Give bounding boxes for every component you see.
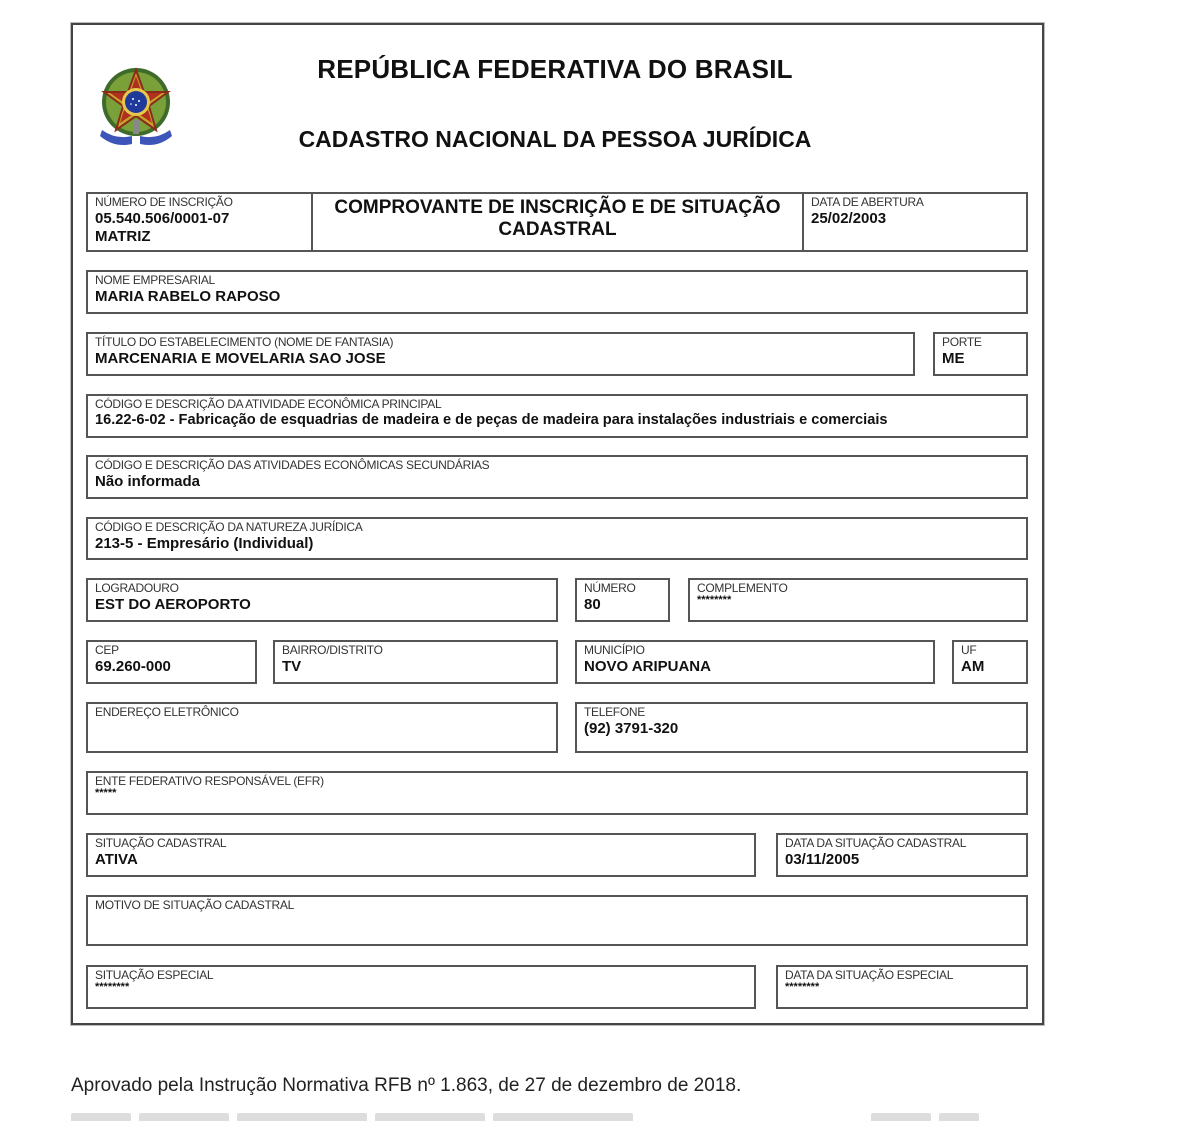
field-label: NÚMERO xyxy=(584,581,636,595)
field-value: ATIVA xyxy=(95,851,138,868)
field-value: 25/02/2003 xyxy=(811,210,887,227)
field-value-matriz: MATRIZ xyxy=(95,228,151,245)
field-efr xyxy=(86,771,1028,815)
cut-off-footer-line xyxy=(71,1113,1031,1121)
field-label: NÚMERO DE INSCRIÇÃO xyxy=(95,195,233,209)
field-value: AM xyxy=(961,658,985,675)
field-endereco-eletronico xyxy=(86,702,558,753)
approval-footnote: Aprovado pela Instrução Normativa RFB nº 1.863, de 27 de dezembro de 2018. xyxy=(71,1075,742,1096)
field-label: MOTIVO DE SITUAÇÃO CADASTRAL xyxy=(95,898,294,912)
field-cep xyxy=(86,640,257,684)
field-label: CEP xyxy=(95,643,119,657)
field-value: ******** xyxy=(785,981,820,993)
field-label: CÓDIGO E DESCRIÇÃO DAS ATIVIDADES ECONÔMICAS SECUNDÁRIAS xyxy=(95,458,490,472)
field-numero xyxy=(575,578,670,622)
field-value: ***** xyxy=(95,787,117,799)
field-value: TV xyxy=(282,658,302,675)
field-natureza-juridica xyxy=(86,517,1028,560)
field-value: ******** xyxy=(95,981,130,993)
field-label: MUNICÍPIO xyxy=(584,643,645,657)
field-value: EST DO AEROPORTO xyxy=(95,596,251,613)
field-label: PORTE xyxy=(942,335,982,349)
field-complemento xyxy=(688,578,1028,622)
field-label: TÍTULO DO ESTABELECIMENTO (NOME DE FANTASIA) xyxy=(95,335,394,349)
field-data-situacao-especial xyxy=(776,965,1028,1009)
field-label: LOGRADOURO xyxy=(95,581,179,595)
field-situacao-cadastral xyxy=(86,833,756,877)
brazil-coat-of-arms-icon xyxy=(96,64,176,150)
field-label: UF xyxy=(961,643,977,657)
field-value: MARCENARIA E MOVELARIA SAO JOSE xyxy=(95,350,386,367)
field-value: (92) 3791-320 xyxy=(584,720,679,737)
field-nome-empresarial xyxy=(86,270,1028,314)
field-value: ME xyxy=(942,350,965,367)
field-atividades-secundarias xyxy=(86,455,1028,499)
field-value: Não informada xyxy=(95,473,201,490)
field-value: NOVO ARIPUANA xyxy=(584,658,711,675)
republic-title: REPÚBLICA FEDERATIVA DO BRASIL xyxy=(317,54,793,84)
field-municipio xyxy=(575,640,935,684)
field-uf xyxy=(952,640,1028,684)
field-data-situacao-cadastral xyxy=(776,833,1028,877)
field-situacao-especial xyxy=(86,965,756,1009)
field-label: NOME EMPRESARIAL xyxy=(95,273,215,287)
field-value: 03/11/2005 xyxy=(785,851,860,868)
field-label: ENDEREÇO ELETRÔNICO xyxy=(95,705,239,719)
field-label: SITUAÇÃO ESPECIAL xyxy=(95,968,214,982)
field-value: 213-5 - Empresário (Individual) xyxy=(95,535,314,552)
field-telefone xyxy=(575,702,1028,753)
field-porte xyxy=(933,332,1028,376)
field-logradouro xyxy=(86,578,558,622)
document-title-line2: CADASTRAL xyxy=(498,219,617,240)
field-titulo-estabelecimento xyxy=(86,332,915,376)
field-label: CÓDIGO E DESCRIÇÃO DA ATIVIDADE ECONÔMICA PRINCIPAL xyxy=(95,397,442,411)
field-motivo-situacao xyxy=(86,895,1028,946)
document-title-box xyxy=(311,192,804,252)
field-bairro xyxy=(273,640,558,684)
field-label: DATA DE ABERTURA xyxy=(811,195,924,209)
field-value: 80 xyxy=(584,596,601,613)
field-value: MARIA RABELO RAPOSO xyxy=(95,288,281,305)
field-value: 69.260-000 xyxy=(95,658,171,675)
field-label: CÓDIGO E DESCRIÇÃO DA NATUREZA JURÍDICA xyxy=(95,520,363,534)
field-value: 05.540.506/0001-07 xyxy=(95,210,230,227)
field-label: DATA DA SITUAÇÃO CADASTRAL xyxy=(785,836,967,850)
field-value: 16.22-6-02 - Fabricação de esquadrias de madeira e de peças de madeira para instalações industriais e comerciais xyxy=(95,412,888,428)
cnpj-registry-title: CADASTRO NACIONAL DA PESSOA JURÍDICA xyxy=(298,126,812,152)
field-numero-inscricao xyxy=(86,192,313,252)
field-data-abertura xyxy=(802,192,1028,252)
field-label: BAIRRO/DISTRITO xyxy=(282,643,383,657)
document-title-line1: COMPROVANTE DE INSCRIÇÃO E DE SITUAÇÃO xyxy=(334,197,781,218)
field-label: COMPLEMENTO xyxy=(697,581,788,595)
field-value: ******** xyxy=(697,594,732,606)
field-label: DATA DA SITUAÇÃO ESPECIAL xyxy=(785,968,954,982)
field-label: SITUAÇÃO CADASTRAL xyxy=(95,836,227,850)
field-label: TELEFONE xyxy=(584,705,645,719)
field-label: ENTE FEDERATIVO RESPONSÁVEL (EFR) xyxy=(95,774,324,788)
field-atividade-principal xyxy=(86,394,1028,438)
document-title xyxy=(313,197,802,241)
